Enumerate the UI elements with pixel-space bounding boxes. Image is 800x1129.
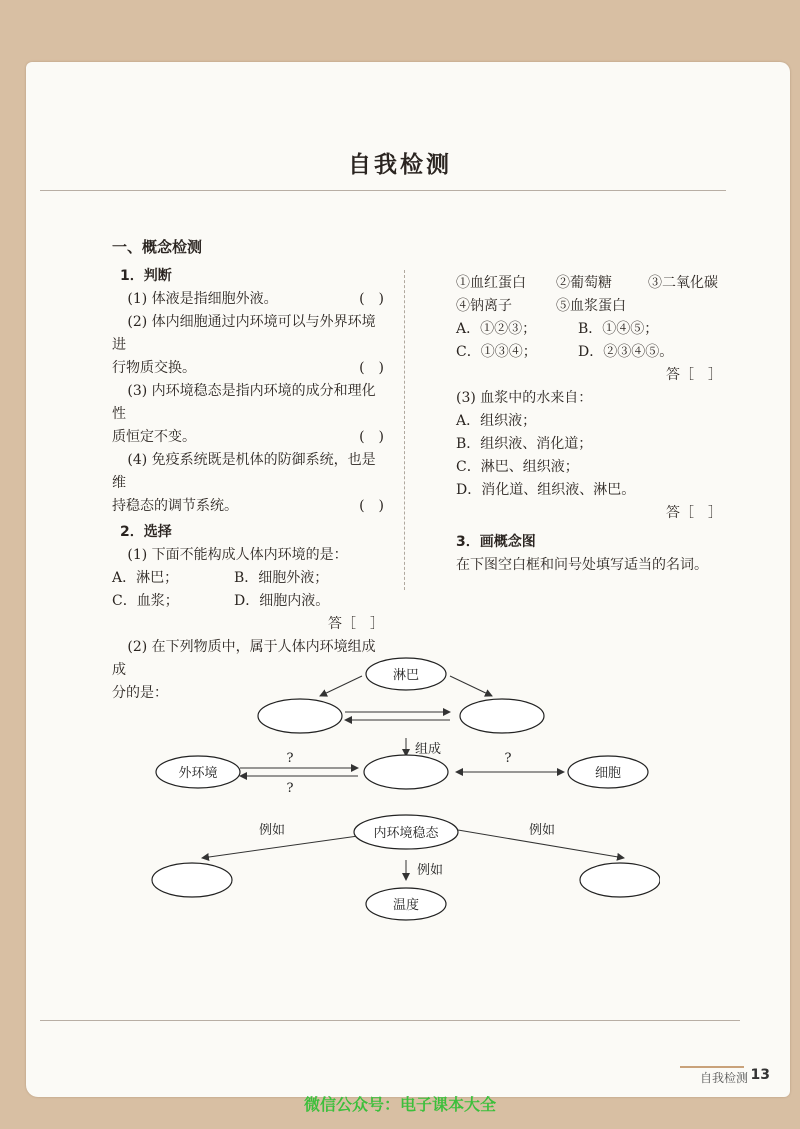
footer-section-label: 自我检测 (699, 1071, 748, 1085)
judge-item-text: (1) 体液是指细胞外液。 (127, 291, 278, 307)
option: A．组织液； (456, 413, 537, 429)
node-homeostasis-label: 内环境稳态 (373, 826, 439, 841)
judge-item-text: 行物质交换。 (112, 360, 196, 376)
concept-map-heading: 3．画概念图 (456, 534, 536, 550)
question-mark: ? (504, 751, 512, 766)
option: D．②③④⑤。 (578, 344, 674, 360)
page-number: 13 (750, 1067, 770, 1083)
watermark-text: 微信公众号：电子课本大全 (303, 1095, 496, 1114)
option: A．①②③； (456, 321, 537, 337)
substance: ②葡萄糖 (556, 275, 612, 291)
choice-q2-options-row2 (456, 341, 722, 364)
concept-map-instruction: 在下图空白框和问号处填写适当的名词。 (456, 557, 708, 573)
option: C．①③④； (456, 344, 537, 360)
choice-q2-options-row1 (456, 318, 722, 341)
example-label: 例如 (416, 863, 444, 878)
choice-q3-stem: (3) 血浆中的水来自： (456, 390, 593, 406)
right-column (456, 272, 722, 577)
node-blank-bottom-right (580, 863, 660, 897)
title-rule (40, 190, 726, 191)
substances-row2 (456, 295, 722, 318)
example-label: 例如 (258, 823, 286, 838)
example-label: 例如 (528, 823, 556, 838)
node-blank-bottom-left (152, 863, 232, 897)
option: B．①④⑤； (578, 321, 659, 337)
column-divider (404, 270, 405, 590)
choice-q1-answer: 答［ ］ (328, 616, 384, 632)
node-blank-center (364, 755, 448, 789)
judge-item-text: 质恒定不变。 (112, 429, 196, 445)
judge-item-text: (3) 内环境稳态是指内环境的成分和理化性 (112, 383, 376, 422)
option: C．血浆； (112, 593, 179, 609)
substance: ①血红蛋白 (456, 275, 526, 291)
arrow (202, 836, 358, 858)
choice-heading: 2．选择 (120, 524, 172, 540)
answer-bracket: ( ) (359, 498, 384, 514)
question-mark: ? (286, 781, 294, 796)
left-column (112, 236, 384, 705)
arrow (320, 676, 362, 696)
compose-label: 组成 (414, 742, 442, 757)
substance: ③二氧化碳 (648, 275, 718, 291)
page-title: 自我检测 (348, 152, 452, 178)
choice-q2-stem: (2) 在下列物质中，属于人体内环境组成成 (112, 639, 376, 678)
node-lymph-label: 淋巴 (392, 668, 420, 683)
substances-row1 (456, 272, 722, 295)
answer-bracket: ( ) (359, 291, 384, 307)
judge-item-1 (112, 288, 384, 311)
answer-bracket: ( ) (359, 429, 384, 445)
node-blank-right (460, 699, 544, 733)
choice-q2-stem: 分的是： (112, 685, 168, 701)
substance: ④钠离子 (456, 298, 512, 314)
judge-item-text: (2) 体内细胞通过内环境可以与外界环境进 (112, 314, 376, 353)
judge-item-text: 持稳态的调节系统。 (112, 498, 238, 514)
option: B．细胞外液； (234, 570, 329, 586)
judge-heading: 1．判断 (120, 268, 172, 284)
choice-q3-answer: 答［ ］ (666, 505, 722, 521)
judge-item-4 (112, 449, 384, 518)
choice-q1-options-row2 (112, 590, 384, 613)
choice-q1-stem: (1) 下面不能构成人体内环境的是： (127, 547, 348, 563)
node-cell-label: 细胞 (594, 766, 622, 781)
option: C．淋巴、组织液； (456, 459, 579, 475)
footer-accent (680, 1066, 744, 1068)
choice-q1-options-row1 (112, 567, 384, 590)
node-temperature-label: 温度 (392, 898, 420, 913)
node-blank-left (258, 699, 342, 733)
question-mark: ? (286, 751, 294, 766)
option: A．淋巴； (112, 570, 179, 586)
bottom-rule (40, 1020, 740, 1021)
judge-item-3 (112, 380, 384, 449)
node-external-label: 外环境 (178, 766, 218, 781)
choice-q2-answer: 答［ ］ (666, 367, 722, 383)
option: B．组织液、消化道； (456, 436, 593, 452)
option: D．细胞内液。 (234, 593, 330, 609)
option: D．消化道、组织液、淋巴。 (456, 482, 636, 498)
concept-map-diagram (140, 650, 660, 930)
arrow (450, 676, 492, 696)
judge-item-text: (4) 免疫系统既是机体的防御系统，也是维 (112, 452, 376, 491)
answer-bracket: ( ) (359, 360, 384, 376)
judge-item-2 (112, 311, 384, 380)
substance: ⑤血浆蛋白 (556, 298, 626, 314)
section-heading: 一、概念检测 (112, 238, 203, 256)
